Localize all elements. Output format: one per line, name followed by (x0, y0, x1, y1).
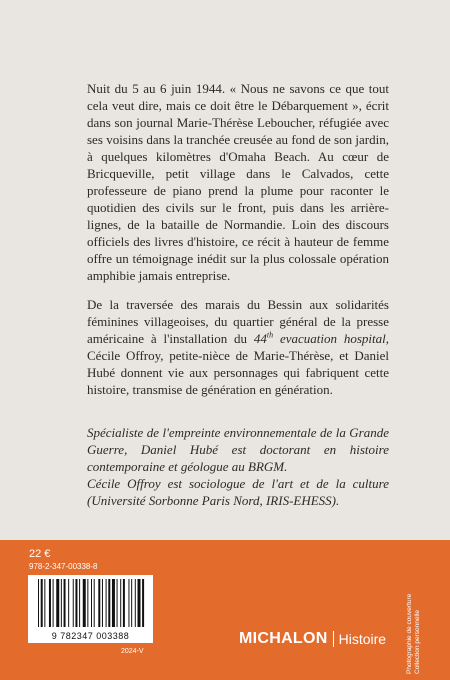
photo-credit (406, 550, 440, 674)
hospital-name: evacuation hospital (273, 331, 386, 346)
summary-paragraph-2 (87, 296, 389, 398)
logo-divider (333, 631, 334, 647)
publisher-logo (239, 630, 386, 648)
photo-credit-line-1: Photographie de couverture (406, 593, 413, 674)
hospital-number: 44 (253, 331, 267, 346)
edition-code: 2024-V (121, 648, 144, 655)
barcode-digits: 9 782347 003388 (51, 631, 130, 641)
orange-footer-band (0, 540, 450, 680)
barcode-bars (28, 575, 153, 631)
photo-credit-line-2: Collection personnelle (414, 610, 421, 674)
price-label: 22 € (29, 548, 51, 560)
isbn-number: 978-2-347-00338-8 (29, 562, 98, 571)
barcode (28, 575, 153, 643)
paragraph-2-end: , Cécile Offroy, petite-nièce de Marie-Thérèse, et Daniel Hubé donnent vie aux personnages qui fabriquent cette histoire, transmise de génération en génération. (87, 331, 389, 397)
publisher-name: MICHALON (239, 630, 328, 647)
collection-name: Histoire (338, 631, 387, 647)
author-bios (87, 424, 389, 509)
summary-paragraph-1: Nuit du 5 au 6 juin 1944. « Nous ne savons ce que tout cela veut dire, mais ce doit être le Débarquement », écrit dans son journal Marie-Thérèse Leboucher, réfugiée avec ses voisins dans la tranchée creusée au fond de son jardin, à quelques kilomètres d'Omaha Beach. Au cœur de Bricqueville, petit village dans le Calvados, cette professeure de piano prend la plume pour raconter le quotidien des civils sur le front, puis dans les arrière-lignes, de la bataille de Normandie. Loin des discours officiels des livres d'histoire, ce récit à hauteur de femme offre un témoignage inédit sur la plus colossale opération amphibie jamais entreprise. (87, 81, 389, 283)
paragraph-2-start: De la traversée des marais du Bessin aux solidarités féminines villageoises, du quartier général de la presse américaine à l'installation du (87, 297, 389, 346)
bio-cecile-offroy: Cécile Offroy est sociologue de l'art et de la culture (Université Sorbonne Paris Nord, IRIS-EHESS). (87, 476, 389, 508)
ordinal-suffix: th (266, 330, 274, 340)
bio-daniel-hube: Spécialiste de l'empreinte environnementale de la Grande Guerre, Daniel Hubé est doctorant en histoire contemporaine et géologue au BRGM. (87, 425, 389, 474)
